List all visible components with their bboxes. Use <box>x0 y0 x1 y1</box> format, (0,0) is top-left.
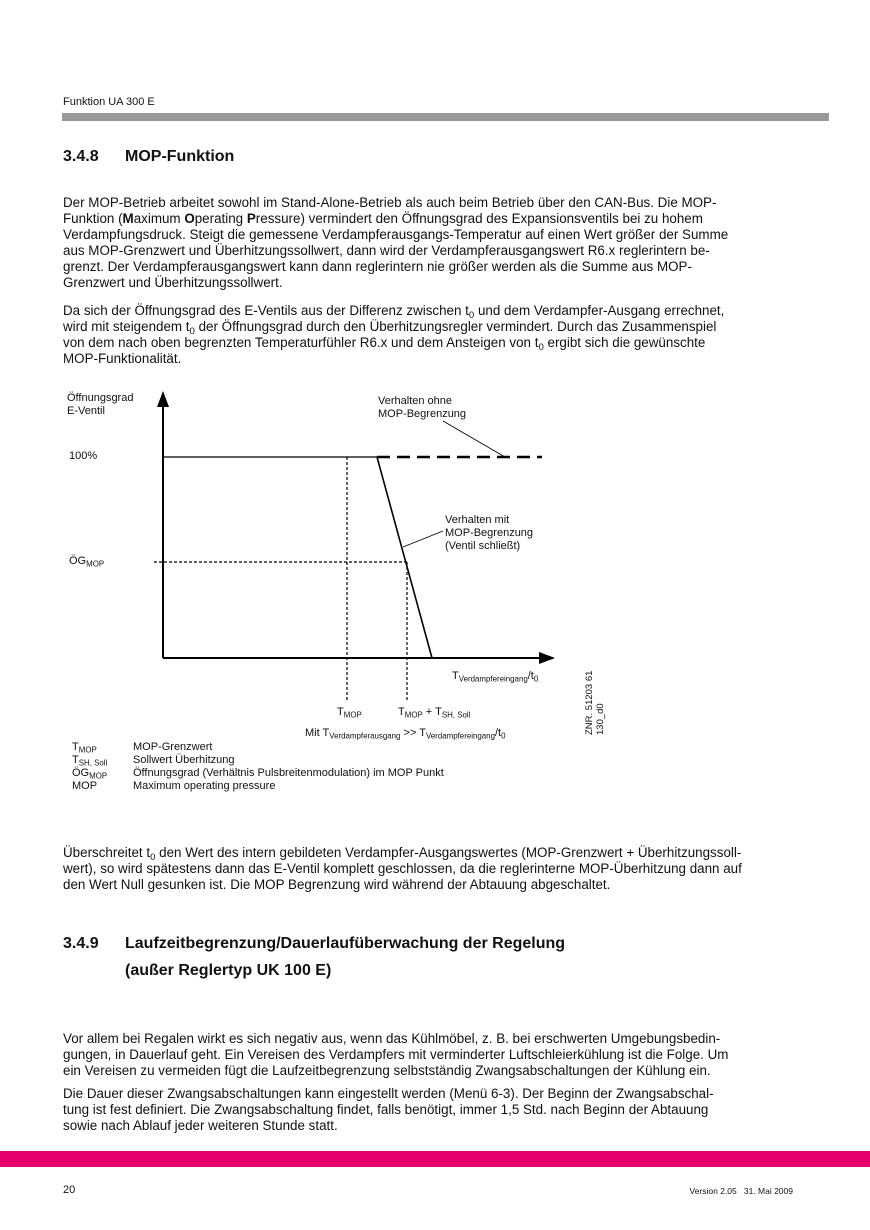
x-axis-label <box>452 670 538 683</box>
text-segment: wert), so wird spätestens dann das E-Ventil komplett geschlossen, da die reglerinterne MOP-Überhitzung dann auf <box>63 861 742 876</box>
text-line <box>398 706 470 719</box>
text-segment: E-Ventil <box>67 405 105 417</box>
legend-row <box>72 767 444 780</box>
text-segment: T <box>452 670 459 682</box>
text-segment: MOP-Begrenzung <box>445 527 534 539</box>
text-segment: MOP <box>72 780 98 792</box>
text-segment: Da sich der Öffnungsgrad des E-Ventils aus der Differenz zwischen t <box>63 303 469 318</box>
text-segment: grenzt. Der Verdampferausgangswert kann dann reglerintern nie größer werden als die Summe aus MOP- <box>63 259 692 274</box>
text-segment: 130_d0 <box>595 703 606 735</box>
legend-description <box>133 767 444 780</box>
section-number: 3.4.9 <box>63 935 99 952</box>
text-segment: ÖG <box>69 555 87 567</box>
section-subtitle: (außer Reglertyp UK 100 E) <box>125 962 332 979</box>
footer-accent-bar <box>0 1151 870 1167</box>
text-segment: + T <box>422 706 442 718</box>
text-line <box>63 877 742 893</box>
text-segment: (Ventil schließt) <box>445 540 521 552</box>
legend-row <box>72 780 444 793</box>
text-segment: ÖG <box>72 767 90 779</box>
text-line <box>133 767 444 780</box>
section-heading-3-4-9 <box>63 935 565 953</box>
text-segment: Verdampfereingang <box>458 674 528 684</box>
text-segment: tung ist fest definiert. Die Zwangsabschaltung findet, falls benötigt, immer 1,5 Std. nach Beginn der Abtauung <box>63 1102 709 1117</box>
text-line <box>133 741 212 754</box>
text-segment: Grenzwert und Überhitzungssollwert. <box>63 275 283 290</box>
text-line <box>72 767 133 780</box>
text-segment: Der MOP-Betrieb arbeitet sowohl im Stand-Alone-Betrieb als auch beim Betrieb über den CAN-Bus. Die MOP- <box>63 195 717 210</box>
text-line <box>69 555 104 568</box>
paragraph-mop-shutoff <box>63 845 742 893</box>
text-line <box>72 780 133 793</box>
legend-key <box>72 754 133 767</box>
paragraph-runtime-limit <box>63 1031 728 1079</box>
section-title: Laufzeitbegrenzung/Dauerlaufüberwachung der Regelung <box>125 935 566 952</box>
text-segment: MOP <box>78 745 97 755</box>
text-segment: Maximum operating pressure <box>133 780 276 792</box>
text-line <box>584 671 595 735</box>
text-line <box>72 741 133 754</box>
text-line <box>445 540 533 553</box>
text-segment: Verdampfungsdruck. Steigt die gemessene Verdampferausgangs-Temperatur auf einen Wert größer der Summe <box>63 227 729 242</box>
text-segment: Öffnungsgrad (Verhältnis Pulsbreitenmodulation) im MOP Punkt <box>133 767 444 779</box>
text-segment: Verdampfereingang <box>425 731 495 741</box>
text-segment: Funktion ( <box>63 211 123 226</box>
running-header: Funktion UA 300 E <box>63 96 155 108</box>
text-segment: 100% <box>69 450 98 462</box>
legend-description <box>133 741 212 754</box>
version-info: Version 2.05 31. Mai 2009 <box>689 1186 793 1196</box>
text-segment: Vor allem bei Regalen wirkt es sich negativ aus, wenn das Kühlmöbel, z. B. bei erschwerten Umgebungsbedin- <box>63 1031 721 1046</box>
text-segment: der Öffnungsgrad durch den Überhitzungsregler vermindert. Durch das Zusammenspiel <box>194 319 717 334</box>
text-segment: ergibt sich die gewünschte <box>543 335 706 350</box>
legend-description <box>133 754 235 767</box>
text-segment: T <box>398 706 405 718</box>
text-line <box>378 408 466 421</box>
text-segment: von dem nach oben begrenzten Temperaturfühler R6.x und dem Ansteigen von t <box>63 335 539 350</box>
legend-row <box>72 754 444 767</box>
text-segment: gungen, in Dauerlauf geht. Ein Vereisen des Verdampfers mit verminderter Luftschleierkühlung ist die Folge. Um <box>63 1047 729 1062</box>
text-segment: MOP-Grenzwert <box>133 741 213 753</box>
legend-row <box>72 741 444 754</box>
text-segment: MOP <box>89 771 108 781</box>
x-label-tmop-sh <box>398 706 470 719</box>
y-label-100 <box>69 450 97 463</box>
text-segment: SH, Soll <box>78 758 108 768</box>
text-segment: und dem Verdampfer-Ausgang errechnet, <box>474 303 725 318</box>
text-segment: Mit T <box>305 727 330 739</box>
y-label-og-mop <box>69 555 104 568</box>
text-segment: 0 <box>501 731 506 741</box>
text-segment: 0 <box>468 309 475 321</box>
text-line <box>595 671 606 735</box>
text-line <box>63 1047 728 1063</box>
y-axis-label <box>67 392 133 418</box>
legend-key <box>72 780 133 793</box>
text-segment: 0 <box>538 341 544 353</box>
text-line <box>305 727 506 740</box>
text-segment: den Wert des intern gebildeten Verdampfer-Ausgangswertes (MOP-Grenzwert + Überhitzungssoll- <box>155 845 742 860</box>
text-segment: 0 <box>189 325 195 337</box>
text-line <box>69 450 97 463</box>
text-segment: sowie nach Ablauf jeder weiteren Stunde statt. <box>63 1118 338 1133</box>
text-line <box>72 754 133 767</box>
text-line <box>133 780 275 793</box>
legend-key <box>72 741 133 754</box>
text-segment: aximum <box>133 211 185 226</box>
x-label-tmop <box>337 706 362 719</box>
text-segment: 0 <box>533 674 539 684</box>
line-with-mop <box>377 457 432 658</box>
section-title: MOP-Funktion <box>125 148 235 165</box>
text-segment: Verdampferausgang <box>329 731 401 741</box>
text-segment: Öffnungsgrad <box>67 392 134 404</box>
text-segment: /t <box>527 670 534 682</box>
text-segment: MOP-Funktionalität. <box>63 351 182 366</box>
paragraph-forced-shutdown <box>63 1086 714 1134</box>
text-segment: ZNR. 51203 61 <box>584 670 595 735</box>
text-line <box>63 845 742 861</box>
text-line <box>452 670 538 683</box>
text-segment: Verhalten mit <box>445 514 510 526</box>
text-segment: MOP-Begrenzung <box>378 408 467 420</box>
text-segment: den Wert Null gesunken ist. Die MOP Begrenzung wird während der Abtauung abgeschaltet. <box>63 877 611 892</box>
text-line <box>445 514 533 527</box>
text-segment: perating <box>194 211 247 226</box>
text-line <box>378 395 466 408</box>
text-segment: Verhalten ohne <box>378 395 453 407</box>
note-with-mop <box>445 514 533 553</box>
text-line <box>67 405 133 418</box>
leader-without <box>443 421 505 457</box>
x-note <box>305 727 506 740</box>
text-line <box>63 1031 728 1047</box>
text-segment: >> T <box>400 727 426 739</box>
page-number: 20 <box>63 1184 76 1196</box>
text-segment: Sollwert Überhitzung <box>133 754 235 766</box>
text-segment: P <box>246 211 256 226</box>
text-segment: wird mit steigendem t <box>63 319 190 334</box>
text-segment: MOP <box>343 710 362 720</box>
text-line <box>445 527 533 540</box>
text-segment: MOP <box>404 710 423 720</box>
text-segment: T <box>72 754 79 766</box>
text-segment: Überschreitet t <box>63 845 151 860</box>
text-segment: M <box>122 211 134 226</box>
text-segment: O <box>184 211 195 226</box>
legend-description <box>133 780 275 793</box>
text-segment: SH, Soll <box>441 710 471 720</box>
text-line <box>63 1102 714 1118</box>
text-line <box>133 754 235 767</box>
text-line <box>63 1063 728 1079</box>
text-line <box>67 392 133 405</box>
text-segment: T <box>72 741 79 753</box>
text-segment: ressure) vermindert den Öffnungsgrad des Expansionsventils bei zu hohem <box>255 211 703 226</box>
leader-with <box>403 531 443 547</box>
text-line <box>63 1086 714 1102</box>
text-line <box>337 706 362 719</box>
text-segment: Die Dauer dieser Zwangsabschaltungen kann eingestellt werden (Menü 6-3). Der Beginn der Zwangsabschal- <box>63 1086 714 1101</box>
text-segment: 0 <box>150 851 156 863</box>
drawing-number <box>584 671 606 735</box>
diagram-legend <box>72 741 444 793</box>
text-segment: MOP <box>86 559 105 569</box>
note-without-mop <box>378 395 466 421</box>
legend-key <box>72 767 133 780</box>
text-line <box>63 1118 714 1134</box>
text-segment: T <box>337 706 344 718</box>
text-segment: /t <box>494 727 502 739</box>
section-number: 3.4.8 <box>63 148 99 165</box>
text-line <box>63 861 742 877</box>
text-segment: aus MOP-Grenzwert und Überhitzungssollwert, dann wird der Verdampferausgangswert R6.x reglerintern be- <box>63 243 710 258</box>
text-segment: ein Vereisen zu vermeiden fügt die Laufzeitbegrenzung selbstständig Zwangsabschaltungen der Kühlung ein. <box>63 1063 711 1078</box>
